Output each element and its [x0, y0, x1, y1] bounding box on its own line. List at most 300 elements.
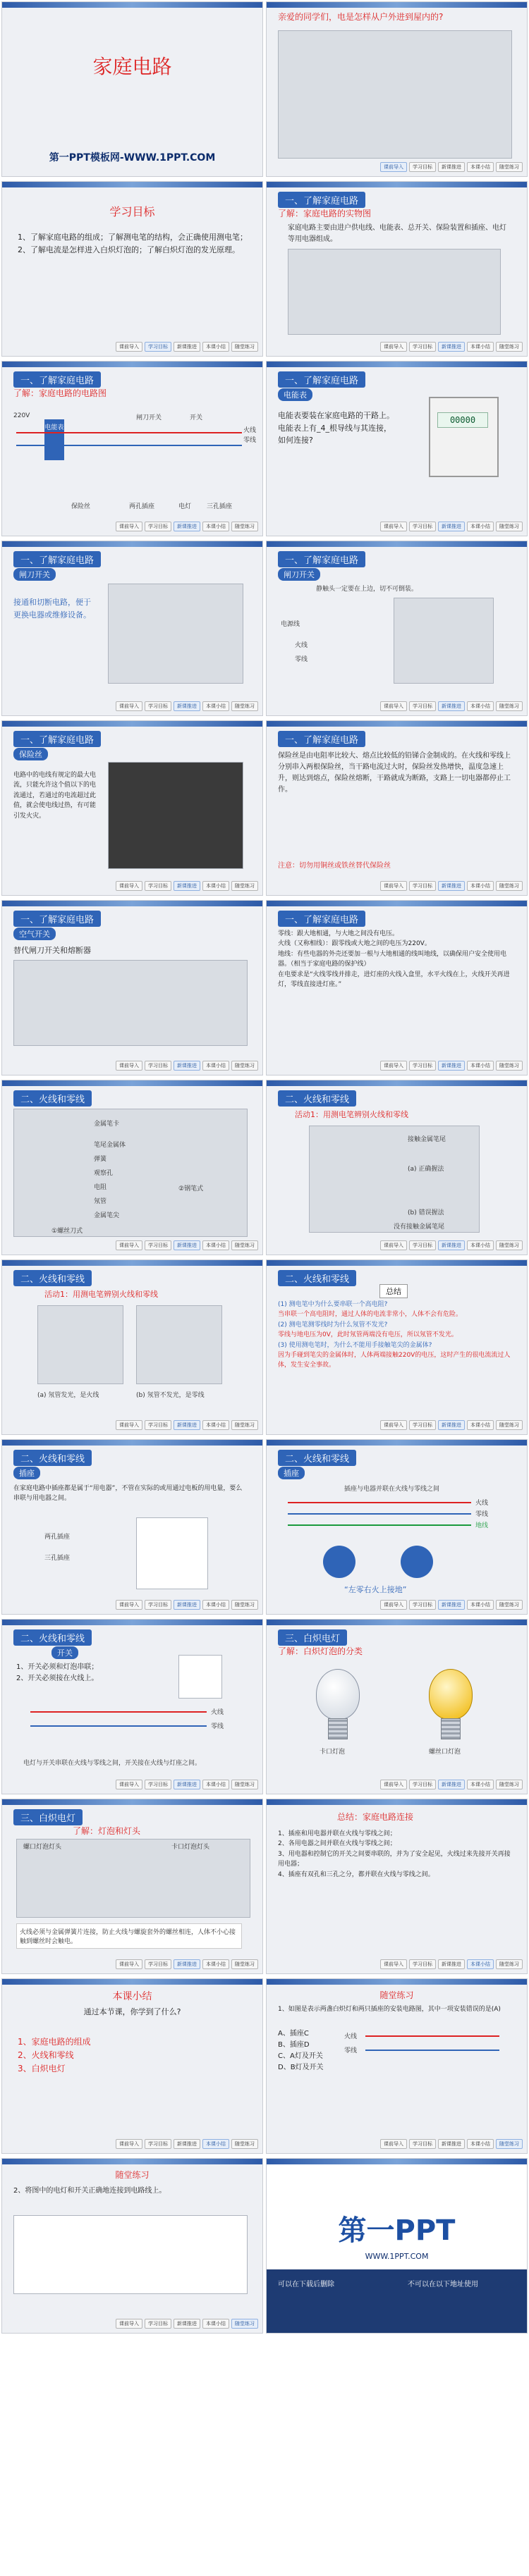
top-label: 静触头一定要在上边，切不可倒装。 [316, 586, 418, 593]
nav-btn-summary[interactable]: 本课小结 [202, 1780, 229, 1789]
practice-title: 随堂练习 [115, 2170, 150, 2180]
nav-btn-summary[interactable]: 本课小结 [467, 342, 494, 352]
nav-btn-lesson[interactable]: 新课推进 [438, 1420, 465, 1430]
slide-fuse-info [266, 720, 528, 896]
nav-btn-intro[interactable]: 课前导入 [380, 522, 407, 531]
conn-item-4: 4、插座有双孔和三孔之分，都并联在火线与零线之间。 [278, 1871, 434, 1878]
nav-btn-intro[interactable]: 课前导入 [116, 1780, 142, 1789]
nav-btn-lesson[interactable]: 新课推进 [438, 1600, 465, 1610]
nav-btn-practice[interactable]: 随堂练习 [496, 1420, 523, 1430]
bulb-bayonet-base [328, 1718, 348, 1739]
nav-btn-goals[interactable]: 学习目标 [409, 1240, 436, 1250]
nav-btn-practice[interactable]: 随堂练习 [231, 1780, 258, 1789]
nav-btn-practice[interactable]: 随堂练习 [231, 1240, 258, 1250]
nav-btn-lesson[interactable]: 新课推进 [438, 522, 465, 531]
slide-nav [380, 1780, 523, 1789]
slide-knife-wiring [266, 541, 528, 716]
nav-btn-practice[interactable]: 随堂练习 [496, 1600, 523, 1610]
activity-title: 活动1：用测电笔辨别火线和零线 [44, 1290, 158, 1299]
nav-btn-summary[interactable]: 本课小结 [202, 881, 229, 891]
knife-switch-photo [108, 584, 243, 684]
practice-title: 随堂练习 [379, 1990, 414, 2000]
nav-btn-summary[interactable]: 本课小结 [202, 2319, 229, 2329]
slide-tester-grip [266, 1080, 528, 1255]
nav-btn-practice[interactable]: 随堂练习 [496, 1240, 523, 1250]
badge: 电能表 [278, 388, 312, 401]
nav-btn-summary[interactable]: 本课小结 [202, 2139, 229, 2149]
live-label: 火线 [211, 1709, 224, 1716]
nav-btn-summary[interactable]: 本课小结 [467, 1420, 494, 1430]
nav-btn-goals[interactable]: 学习目标 [409, 1420, 436, 1430]
nav-btn-intro[interactable]: 课前导入 [116, 2139, 142, 2149]
badge: 总结 [379, 1284, 408, 1298]
in-label: 电源线 [281, 621, 300, 628]
tester-diagram [13, 1109, 248, 1237]
fuse-photo [108, 762, 243, 869]
slide-cover [1, 1, 263, 177]
slide-socket-wiring [266, 1439, 528, 1615]
slide-summary-connections [266, 1799, 528, 1974]
opt-b[interactable]: B、插座D [278, 2041, 310, 2049]
nav-btn-summary[interactable]: 本课小结 [467, 881, 494, 891]
opt-a[interactable]: A、插座C [278, 2030, 309, 2038]
nav-btn-practice[interactable]: 随堂练习 [231, 1600, 258, 1610]
nav-btn-practice[interactable]: 随堂练习 [496, 1780, 523, 1789]
nav-btn-lesson[interactable]: 新课推进 [174, 1780, 200, 1789]
sum-item-1: (1) 测电笔中为什么要串联一个高电阻? [278, 1301, 388, 1308]
nav-btn-goals[interactable]: 学习目标 [145, 1420, 171, 1430]
nav-btn-practice[interactable]: 随堂练习 [231, 522, 258, 531]
live-wire [288, 1502, 471, 1503]
nav-btn-summary[interactable]: 本课小结 [467, 1600, 494, 1610]
meter-box [44, 419, 64, 460]
label-6: 氖管 [94, 1198, 107, 1205]
slide-header: 二、火线和零线 [278, 1090, 356, 1107]
diag-live-label: 火线 [344, 2033, 358, 2040]
switch-item-2: 2、开关必须接在火线上。 [16, 1675, 99, 1682]
nav-btn-intro[interactable]: 课前导入 [380, 1600, 407, 1610]
nav-btn-lesson[interactable]: 新课推进 [438, 1780, 465, 1789]
nav-btn-goals[interactable]: 学习目标 [409, 1061, 436, 1071]
brand-text: 第一PPT [338, 2214, 456, 2247]
activity-title: 活动1：用测电笔辨别火线和零线 [295, 1110, 408, 1119]
slide-nav [380, 881, 523, 891]
slide-header: 三、白炽电灯 [278, 1629, 347, 1646]
slide-nav [116, 1240, 258, 1250]
nav-btn-summary[interactable]: 本课小结 [467, 1061, 494, 1071]
sum-item-6: 因为手碰到笔尖的金属体时，人体两端接触220V的电压，这时产生的很电流流过人体，发生安全事故。 [278, 1351, 511, 1369]
neutral-label: 零线 [295, 656, 308, 663]
meter-digits: 00000 [437, 412, 488, 428]
nav-btn-intro[interactable]: 课前导入 [116, 701, 142, 711]
opt-d[interactable]: D、B灯及开关 [278, 2064, 324, 2071]
nav-btn-lesson[interactable]: 新课推进 [438, 701, 465, 711]
socket-label-2: 两孔插座 [44, 1534, 71, 1541]
nav-btn-summary[interactable]: 本课小结 [202, 1420, 229, 1430]
nav-btn-summary[interactable]: 本课小结 [202, 342, 229, 352]
slide-nav [380, 1240, 523, 1250]
conn-item-2: 2、各用电器之间并联在火线与零线之间； [278, 1840, 396, 1848]
lesson-item-2: 2、火线和零线 [18, 2050, 74, 2061]
nav-btn-practice[interactable]: 随堂练习 [496, 1959, 523, 1969]
bulb-screw-base [441, 1718, 461, 1739]
grip-label-3: (b) 错误握法 [408, 1209, 444, 1216]
connections-title: 总结：家庭电路连接 [337, 1812, 414, 1822]
slide-question [266, 1, 528, 177]
meter-text: 电能表要装在家庭电路的干路上。电能表上有_4_根导线与其连接，如何连接? [278, 411, 394, 445]
slide-air-switch [1, 900, 263, 1076]
goals-title: 学习目标 [109, 205, 155, 218]
nav-btn-summary[interactable]: 本课小结 [467, 162, 494, 172]
nav-btn-lesson[interactable]: 新课推进 [174, 701, 200, 711]
nav-btn-goals[interactable]: 学习目标 [145, 701, 171, 711]
knife-text: 接通和切断电路，便于更换电器或维修设备。 [13, 598, 91, 620]
lesson-item-3: 3、白炽电灯 [18, 2064, 66, 2074]
diag-live [365, 2035, 499, 2037]
sum-item-4: 零线与地电压为0V，此时氖管两端没有电压，所以氖管不发光。 [278, 1331, 458, 1339]
switch-item-1: 1、开关必须和灯泡串联； [16, 1663, 99, 1671]
grip-label-1: 接触金属笔尾 [408, 1136, 446, 1143]
nav-btn-lesson[interactable]: 新课推进 [174, 2139, 200, 2149]
nav-btn-intro[interactable]: 课前导入 [380, 881, 407, 891]
slide-subheader: 了解：家庭电路的电路图 [13, 388, 107, 398]
brand-url[interactable]: WWW.1PPT.COM [365, 2252, 429, 2261]
live-wire [16, 432, 242, 433]
nav-btn-practice[interactable]: 随堂练习 [496, 701, 523, 711]
nav-btn-intro[interactable]: 课前导入 [116, 1600, 142, 1610]
nav-btn-intro[interactable]: 课前导入 [380, 342, 407, 352]
brand-footer [267, 2269, 527, 2333]
socket-photo [136, 1517, 208, 1589]
switch-note: 电灯与开关串联在火线与零线之间，开关接在火线与灯座之间。 [23, 1760, 202, 1767]
nav-btn-goals[interactable]: 学习目标 [145, 1780, 171, 1789]
nav-btn-goals[interactable]: 学习目标 [409, 162, 436, 172]
question-text: 亲爱的同学们，电是怎样从户外进到屋内的? [278, 12, 444, 22]
label-5: 电阻 [94, 1184, 107, 1191]
fuse-note: 注意：切勿用铜丝或铁丝替代保险丝 [278, 862, 391, 870]
conn-item-3: 3、用电器和控制它的开关之间要串联的，并为了安全起见，火线过来先接开关再接用电器； [278, 1850, 511, 1868]
nav-btn-summary[interactable]: 本课小结 [202, 1240, 229, 1250]
nav-btn-summary[interactable]: 本课小结 [467, 701, 494, 711]
grip-label-2: (a) 正确握法 [408, 1166, 444, 1173]
nav-btn-lesson[interactable]: 新课推进 [438, 162, 465, 172]
bulb-bayonet [316, 1669, 360, 1720]
nav-btn-practice[interactable]: 随堂练习 [231, 1420, 258, 1430]
nav-btn-lesson[interactable]: 新课推进 [438, 1959, 465, 1969]
socket3-label: 三孔插座 [207, 503, 233, 510]
slide-nav [116, 1780, 258, 1789]
live-label: 火线 [475, 1500, 489, 1507]
goal-item-2: 2、了解电流是怎样进入白炽灯泡的；了解白炽灯泡的发光原理。 [18, 245, 240, 254]
nav-btn-summary[interactable]: 本课小结 [202, 1959, 229, 1969]
nav-btn-practice[interactable]: 随堂练习 [496, 342, 523, 352]
nav-btn-lesson[interactable]: 新课推进 [174, 342, 200, 352]
label-3: 弹簧 [94, 1156, 107, 1163]
grip-diagram [309, 1126, 480, 1233]
nav-btn-intro[interactable]: 课前导入 [116, 2319, 142, 2329]
slide-header: 一、了解家庭电路 [13, 371, 101, 388]
nav-btn-practice[interactable]: 随堂练习 [231, 1959, 258, 1969]
badge: 闸刀开关 [13, 568, 56, 581]
slide-header: 二、火线和零线 [278, 1450, 356, 1466]
result-photo-b [136, 1305, 222, 1384]
nav-btn-lesson[interactable]: 新课推进 [174, 1061, 200, 1071]
wiring-photo [288, 249, 501, 335]
nav-btn-intro[interactable]: 课前导入 [116, 1240, 142, 1250]
nav-btn-lesson[interactable]: 新课推进 [174, 881, 200, 891]
nav-btn-practice[interactable]: 随堂练习 [496, 881, 523, 891]
slide-practice-1 [266, 1978, 528, 2154]
nav-btn-goals[interactable]: 学习目标 [145, 2139, 171, 2149]
slide-header: 一、了解家庭电路 [278, 192, 365, 208]
slide-subheader: 了解：灯泡和灯头 [73, 1826, 141, 1836]
nav-btn-goals[interactable]: 学习目标 [145, 522, 171, 531]
nav-btn-goals[interactable]: 学习目标 [409, 522, 436, 531]
slide-socket [1, 1439, 263, 1615]
fuse-info-text: 保险丝是由电阻率比较大、熔点比较低的铅锑合金制成的。在火线和零线上分别串入两根保险丝，当干路电流过大时，保险丝发热增快，温度急速上升，则达到熔点，保险丝熔断，干路就成为断路，支路上一切电器都停止工作。 [278, 752, 511, 794]
caption-a: (a) 氖管发光，是火线 [37, 1392, 99, 1399]
neutral-label: 零线 [243, 437, 257, 444]
label-2: 笔尾金属体 [94, 1142, 126, 1149]
nav-btn-lesson[interactable]: 新课推进 [438, 881, 465, 891]
nav-btn-summary[interactable]: 本课小结 [202, 1600, 229, 1610]
socket2-label: 两孔插座 [129, 503, 155, 510]
badge: 插座 [278, 1467, 305, 1479]
nav-btn-goals[interactable]: 学习目标 [145, 2319, 171, 2329]
sum-item-2: 当串联一个高电阻时，通过人体的电流非常小，人体不会有危险。 [278, 1311, 463, 1319]
caption-screw: 螺丝口灯泡 [429, 1749, 461, 1756]
badge: 闸刀开关 [278, 568, 320, 581]
nav-btn-intro[interactable]: 课前导入 [380, 1959, 407, 1969]
neutral-wire [30, 1725, 207, 1727]
slide-header: 二、火线和零线 [13, 1629, 92, 1646]
nav-btn-lesson[interactable]: 新课推进 [174, 1240, 200, 1250]
nav-btn-goals[interactable]: 学习目标 [409, 1600, 436, 1610]
nav-btn-intro[interactable]: 课前导入 [116, 1959, 142, 1969]
slide-header: 一、了解家庭电路 [278, 551, 365, 567]
nav-btn-lesson[interactable]: 新课推进 [174, 1600, 200, 1610]
caption-b: (b) 氖管不发光，是零线 [136, 1392, 205, 1399]
slide-goals [1, 181, 263, 357]
practice-q: 1、如图是表示两盏白炽灯和两只插座的安装电路图，其中一项安装错误的是(A) [278, 2006, 501, 2013]
nav-btn-goals[interactable]: 学习目标 [145, 1600, 171, 1610]
live-label: 火线 [243, 427, 257, 434]
nav-btn-practice[interactable]: 随堂练习 [496, 522, 523, 531]
nav-btn-practice[interactable]: 随堂练习 [496, 2139, 523, 2149]
voltage-label: 220V [13, 412, 30, 419]
socket-icon-2 [401, 1546, 433, 1578]
slide-nav [380, 1420, 523, 1430]
nav-btn-goals[interactable]: 学习目标 [409, 881, 436, 891]
nav-btn-intro[interactable]: 课前导入 [116, 881, 142, 891]
slide-nav [116, 2319, 258, 2329]
slide-lampholder [1, 1799, 263, 1974]
diag-neutral-label: 零线 [344, 2047, 358, 2054]
nav-btn-summary[interactable]: 本课小结 [202, 522, 229, 531]
holder-label-1: 螺口灯泡灯头 [23, 1844, 62, 1851]
neutral-wire [16, 445, 242, 446]
nav-btn-intro[interactable]: 课前导入 [116, 522, 142, 531]
badge: 空气开关 [13, 928, 56, 940]
nav-btn-summary[interactable]: 本课小结 [467, 522, 494, 531]
slide-header: 一、了解家庭电路 [13, 911, 101, 927]
slide-nav [380, 1061, 523, 1071]
opt-c[interactable]: C、A灯及开关 [278, 2052, 323, 2060]
wire-info-4: 在电要求是“火线零线并排走，进灯座的火线入盒里，水平火线在上，火线开关再进灯，零线直接进灯座。” [278, 970, 510, 988]
slide-nav [380, 2139, 523, 2149]
nav-btn-summary[interactable]: 本课小结 [467, 1959, 494, 1969]
label-7: 金属笔尖 [94, 1212, 120, 1219]
nav-btn-goals[interactable]: 学习目标 [409, 701, 436, 711]
live-label: 火线 [295, 642, 308, 649]
conn-item-1: 1、插座和用电器并联在火线与零线之间； [278, 1830, 396, 1837]
slide-nav [380, 701, 523, 711]
nav-btn-goals[interactable]: 学习目标 [145, 881, 171, 891]
slide-lesson-summary [1, 1978, 263, 2154]
slide-brand [266, 2158, 528, 2334]
slide-nav [116, 1061, 258, 1071]
air-subtitle: 替代闸刀开关和熔断器 [13, 946, 91, 955]
nav-btn-summary[interactable]: 本课小结 [467, 2139, 494, 2149]
slide-nav [116, 2139, 258, 2149]
knife-switch-diagram [394, 598, 494, 684]
nav-btn-goals[interactable]: 学习目标 [409, 1959, 436, 1969]
nav-btn-intro[interactable]: 课前导入 [380, 1780, 407, 1789]
slide-header: 三、白炽电灯 [13, 1809, 83, 1825]
nav-btn-lesson[interactable]: 新课推进 [174, 1959, 200, 1969]
nav-btn-goals[interactable]: 学习目标 [409, 342, 436, 352]
nav-btn-goals[interactable]: 学习目标 [145, 1061, 171, 1071]
sum-item-3: (2) 测电笔测零线时为什么氖管不发光? [278, 1321, 388, 1329]
practice-q: 2、将图中的电灯和开关正确地连接到电路线上。 [13, 2187, 166, 2195]
nav-btn-practice[interactable]: 随堂练习 [496, 1061, 523, 1071]
nav-btn-lesson[interactable]: 新课推进 [174, 522, 200, 531]
wire-info-2: 火线（又称相线）：跟零线或大地之间的电压为220V。 [278, 940, 431, 948]
badge: 保险丝 [13, 748, 48, 760]
nav-btn-goals[interactable]: 学习目标 [409, 2139, 436, 2149]
meter-image [429, 397, 499, 477]
slide-wires-info [266, 900, 528, 1076]
slide-nav [116, 522, 258, 531]
slide-meter [266, 361, 528, 536]
nav-btn-summary[interactable]: 本课小结 [202, 1061, 229, 1071]
grip-label-4: 没有接触金属笔尾 [394, 1224, 445, 1231]
cover-subtitle: 第一PPT模板网-WWW.1PPT.COM [49, 152, 216, 164]
lesson-summary-q: 通过本节课，你学到了什么? [83, 2007, 181, 2016]
brand-logo [267, 2208, 527, 2248]
slide-header: 二、火线和零线 [13, 1270, 92, 1286]
nav-btn-summary[interactable]: 本课小结 [202, 701, 229, 711]
slide-header: 二、火线和零线 [13, 1090, 92, 1107]
living-room-photo [278, 30, 512, 159]
slide-nav [116, 1959, 258, 1969]
lesson-item-1: 1、家庭电路的组成 [18, 2037, 91, 2047]
neutral-wire [288, 1513, 471, 1515]
nav-btn-intro[interactable]: 课前导入 [380, 162, 407, 172]
footer-right: 不可以在以下地址使用 [408, 2281, 478, 2288]
nav-btn-lesson[interactable]: 新课推进 [174, 1420, 200, 1430]
rule: “左零右火上接地” [344, 1585, 407, 1594]
label-1: 金属笔卡 [94, 1121, 120, 1128]
sum-item-5: (3) 使用测电笔时，为什么不能用手接触笔尖的金属体? [278, 1341, 432, 1349]
slide-household-photo [266, 181, 528, 357]
slide-tester-result [1, 1259, 263, 1435]
footer-left: 可以在下载后删除 [278, 2281, 334, 2288]
nav-btn-goals[interactable]: 学习目标 [145, 1959, 171, 1969]
nav-btn-intro[interactable]: 课前导入 [116, 342, 142, 352]
nav-btn-intro[interactable]: 课前导入 [116, 1420, 142, 1430]
slide-subheader: 了解：家庭电路的实物图 [278, 209, 372, 218]
nav-btn-intro[interactable]: 课前导入 [116, 1061, 142, 1071]
nav-btn-summary[interactable]: 本课小结 [467, 1780, 494, 1789]
wire-info-1: 零线：跟大地相通，与大地之间没有电压。 [278, 930, 399, 937]
nav-btn-intro[interactable]: 课前导入 [380, 701, 407, 711]
slide-header: 一、了解家庭电路 [278, 731, 365, 747]
ground-label: 地线 [475, 1522, 489, 1529]
nav-btn-practice[interactable]: 随堂练习 [231, 1061, 258, 1071]
badge: 开关 [51, 1646, 78, 1659]
result-photo-a [37, 1305, 123, 1384]
socket-label-3: 三孔插座 [44, 1555, 71, 1562]
nav-btn-summary[interactable]: 本课小结 [467, 1240, 494, 1250]
diag-neutral [365, 2050, 499, 2051]
lesson-summary-title: 本课小结 [112, 1991, 152, 2002]
nav-btn-goals[interactable]: 学习目标 [145, 342, 171, 352]
nav-btn-lesson[interactable]: 新课推进 [438, 342, 465, 352]
nav-btn-practice[interactable]: 随堂练习 [231, 2139, 258, 2149]
nav-btn-practice[interactable]: 随堂练习 [231, 342, 258, 352]
nav-btn-practice[interactable]: 随堂练习 [496, 162, 523, 172]
slide-fuse [1, 720, 263, 896]
slide-subheader: 了解：白炽灯泡的分类 [278, 1646, 363, 1656]
nav-btn-practice[interactable]: 随堂练习 [231, 2319, 258, 2329]
slide-nav [380, 522, 523, 531]
nav-btn-intro[interactable]: 课前导入 [380, 2139, 407, 2149]
fuse-text: 电路中的电线有规定的最大电流，只能允许这个值以下的电流通过，若通过的电流超过此值，就会使电线过热，有可能引发火灾。 [13, 772, 97, 820]
desc: 家庭电路主要由进户供电线、电能表、总开关、保险装置和插座、电灯等用电器组成。 [288, 224, 506, 243]
cover-title: 家庭电路 [92, 55, 172, 78]
slide-nav [116, 342, 258, 352]
socket-icon-1 [323, 1546, 355, 1578]
nav-btn-intro[interactable]: 课前导入 [380, 1061, 407, 1071]
slide-nav [116, 1420, 258, 1430]
knife-label: 闸刀开关 [136, 414, 162, 421]
nav-btn-lesson[interactable]: 新课推进 [438, 1061, 465, 1071]
air-switch-photos [13, 960, 248, 1046]
fuse-label: 保险丝 [71, 503, 91, 510]
slide-switch [1, 1619, 263, 1794]
slide-nav [380, 1959, 523, 1969]
nav-btn-practice[interactable]: 随堂练习 [231, 701, 258, 711]
socket-text: 在家庭电路中插座都是属于“用电器”，不管在实际的或用通过电板的用电量，要么串联与用电器之间。 [13, 1485, 243, 1503]
ground-wire [288, 1524, 471, 1526]
nav-btn-goals[interactable]: 学习目标 [409, 1780, 436, 1789]
label-9: ②钢笔式 [178, 1185, 204, 1193]
nav-btn-intro[interactable]: 课前导入 [380, 1420, 407, 1430]
nav-btn-lesson[interactable]: 新课推进 [174, 2319, 200, 2329]
nav-btn-intro[interactable]: 课前导入 [380, 1240, 407, 1250]
wire-info-3: 地线：有些电器的外壳还要加一根与大地相通的线叫地线，以确保用户安全使用电器。（相当于家庭电路的保护线） [278, 950, 507, 968]
nav-btn-lesson[interactable]: 新课推进 [438, 1240, 465, 1250]
nav-btn-practice[interactable]: 随堂练习 [231, 881, 258, 891]
practice-diagram [13, 2215, 248, 2294]
nav-btn-goals[interactable]: 学习目标 [145, 1240, 171, 1250]
bulb-screw [429, 1669, 473, 1720]
slide-nav [116, 881, 258, 891]
slide-header: 一、了解家庭电路 [13, 731, 101, 747]
nav-btn-lesson[interactable]: 新课推进 [438, 2139, 465, 2149]
holder-note: 火线必须与金属弹簧片连接，防止火线与螺旋套外的螺丝相连，人体不小心接触到螺丝时会触电。 [16, 1923, 242, 1949]
